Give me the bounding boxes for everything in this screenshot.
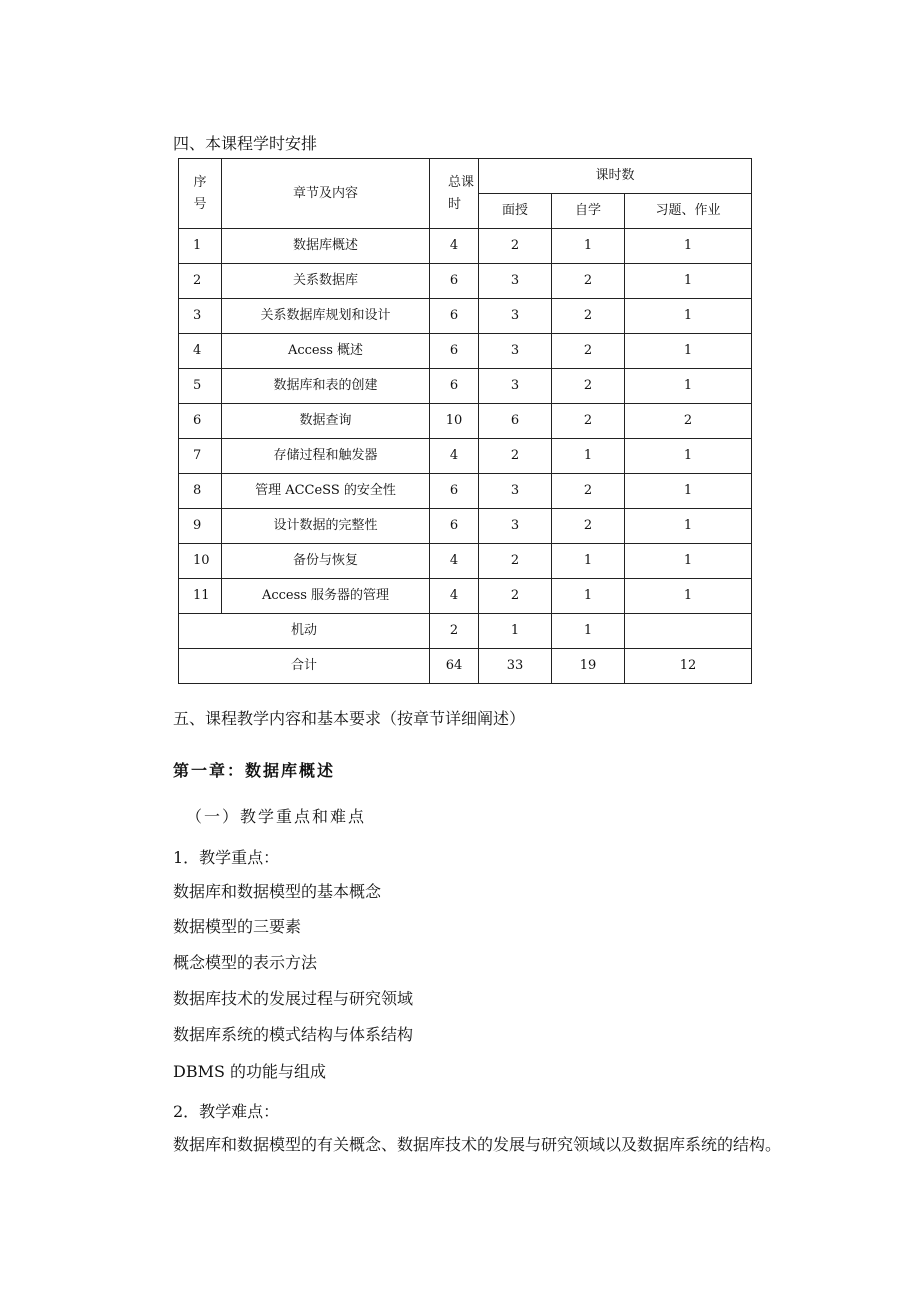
list-item: 数据模型的三要素 bbox=[173, 917, 302, 936]
table-row: 1 数据库概述 4 2 1 1 bbox=[179, 229, 752, 264]
table-row: 11 Access 服务器的管理 4 2 1 1 bbox=[179, 579, 752, 614]
header-self-study: 自学 bbox=[552, 194, 625, 229]
table-row: 7 存储过程和触发器 4 2 1 1 bbox=[179, 439, 752, 474]
schedule-table bbox=[178, 158, 752, 684]
table-row: 4 Access 概述 6 3 2 1 bbox=[179, 334, 752, 369]
chapter-1-title: 第一章：数据库概述 bbox=[173, 761, 336, 780]
header-seq: 序号 bbox=[179, 159, 222, 229]
table-row: 6 数据查询 10 6 2 2 bbox=[179, 404, 752, 439]
table-row: 3 关系数据库规划和设计 6 3 2 1 bbox=[179, 299, 752, 334]
header-lecture: 面授 bbox=[479, 194, 552, 229]
header-exercise: 习题、作业 bbox=[625, 194, 752, 229]
flex-row: 机动 2 1 1 bbox=[179, 614, 752, 649]
list-item: 数据库和数据模型的基本概念 bbox=[173, 882, 382, 901]
section-5-title: 五、课程教学内容和基本要求（按章节详细阐述） bbox=[173, 709, 526, 728]
list-item: 数据库系统的模式结构与体系结构 bbox=[173, 1025, 414, 1044]
section-4-title: 四、本课程学时安排 bbox=[173, 134, 318, 153]
table-row: 5 数据库和表的创建 6 3 2 1 bbox=[179, 369, 752, 404]
header-total: 总课时 bbox=[430, 159, 479, 229]
total-row: 合计 64 33 19 12 bbox=[179, 649, 752, 684]
difficulties-heading: 2．教学难点： bbox=[173, 1102, 280, 1121]
table-row: 2 关系数据库 6 3 2 1 bbox=[179, 264, 752, 299]
table-row: 9 设计数据的完整性 6 3 2 1 bbox=[179, 509, 752, 544]
header-hours: 课时数 bbox=[479, 159, 752, 194]
difficulties-text: 数据库和数据模型的有关概念、数据库技术的发展与研究领域以及数据库系统的结构。 bbox=[173, 1135, 782, 1154]
list-item: DBMS 的功能与组成 bbox=[173, 1062, 327, 1081]
header-chapter: 章节及内容 bbox=[222, 159, 430, 229]
table-row: 8 管理 ACCeSS 的安全性 6 3 2 1 bbox=[179, 474, 752, 509]
list-item: 数据库技术的发展过程与研究领域 bbox=[173, 989, 414, 1008]
subsection-1-title: （一）教学重点和难点 bbox=[186, 807, 367, 826]
list-item: 概念模型的表示方法 bbox=[173, 953, 318, 972]
table-row: 10 备份与恢复 4 2 1 1 bbox=[179, 544, 752, 579]
key-points-heading: 1．教学重点： bbox=[173, 848, 280, 867]
